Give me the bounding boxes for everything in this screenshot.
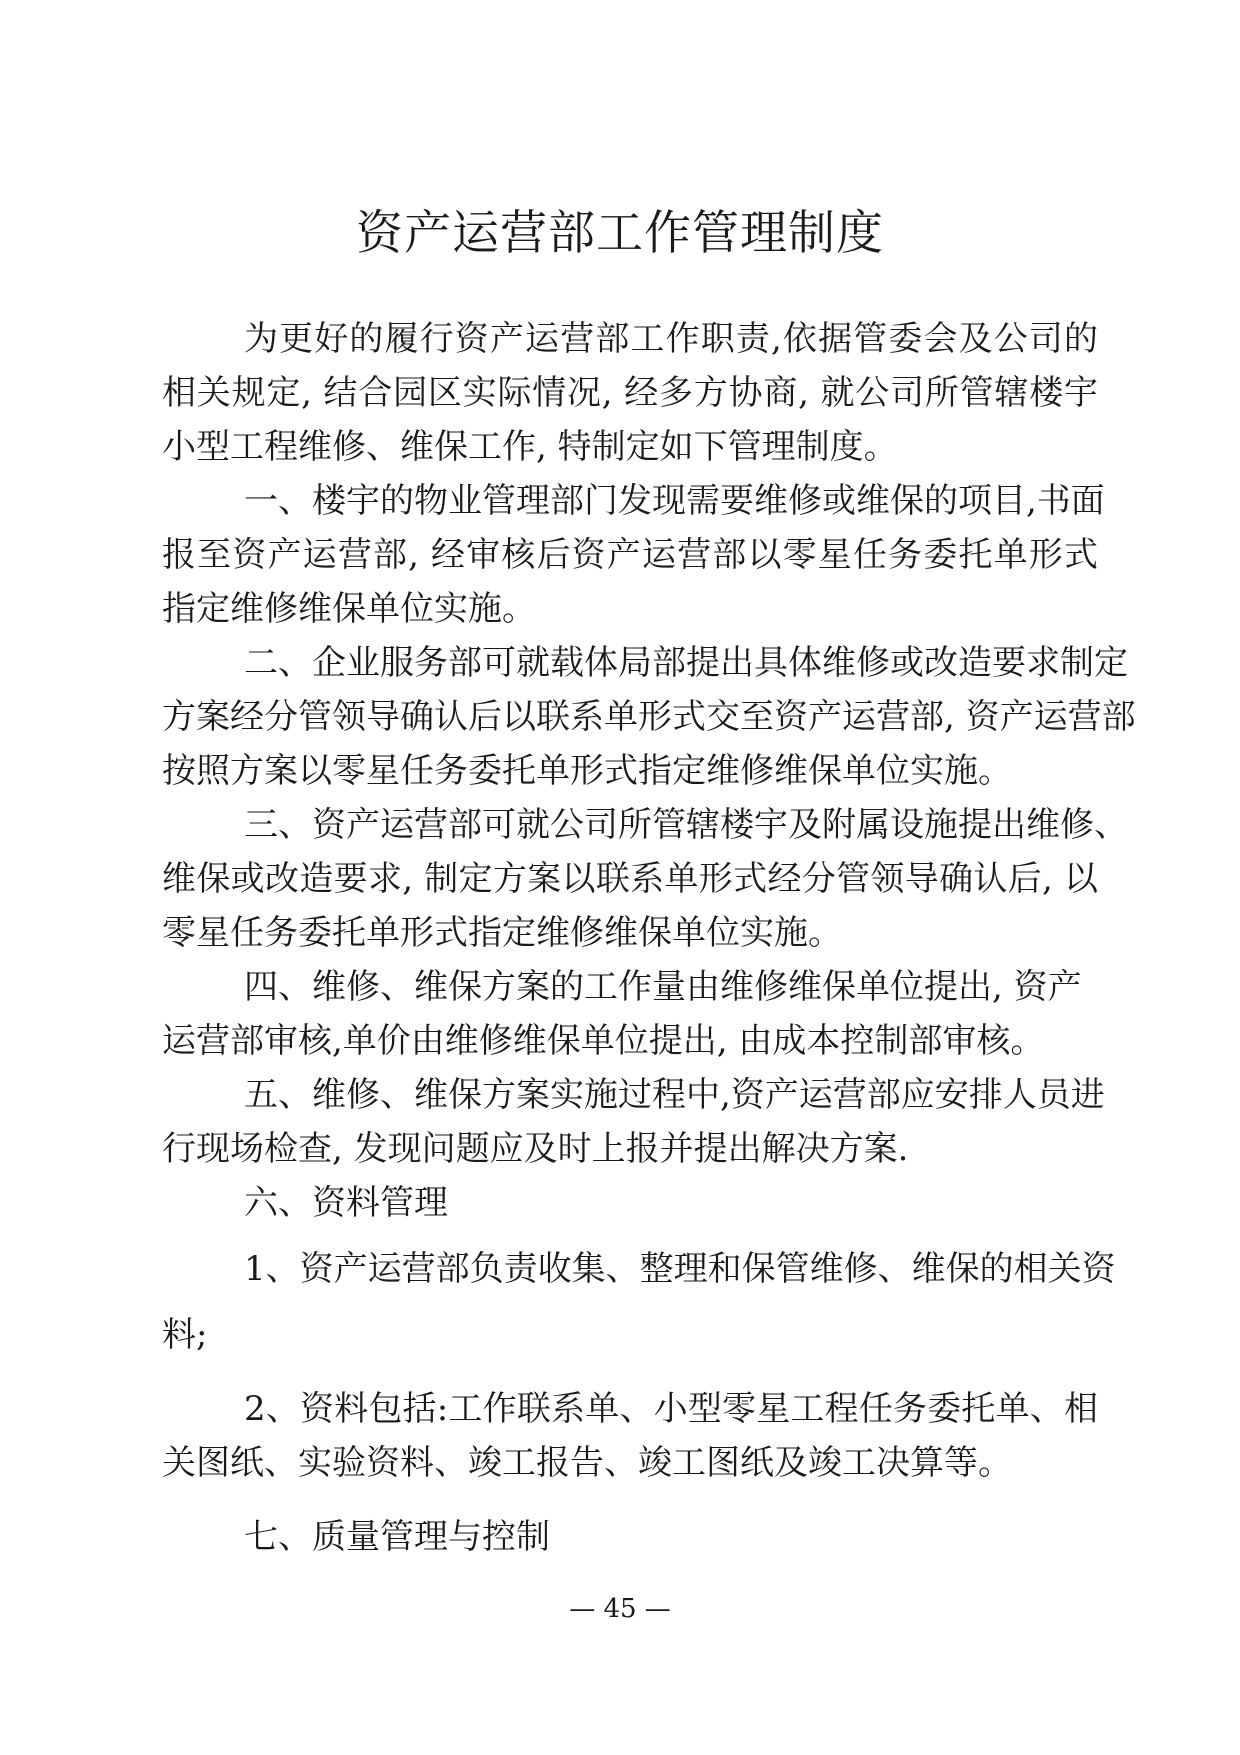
clause-3-line-2: 维保或改造要求, 制定方案以联系单形式经分管领导确认后, 以 [162, 859, 1098, 899]
clause-2-line-2: 方案经分管领导确认后以联系单形式交至资产运营部, 资产运营部 [162, 697, 1136, 737]
document-title: 资产运营部工作管理制度 [356, 206, 884, 261]
clause-5-line-1: 五、维修、维保方案实施过程中,资产运营部应安排人员进 [244, 1075, 1105, 1115]
page-number: — 45 — [569, 1594, 671, 1624]
intro-line-2: 相关规定, 结合园区实际情况, 经多方协商, 就公司所管辖楼宇 [162, 373, 1098, 413]
clause-5-line-2: 行现场检查, 发现问题应及时上报并提出解决方案. [162, 1129, 909, 1169]
clause-4-line-2: 运营部审核,单价由维修维保单位提出, 由成本控制部审核。 [162, 1021, 1045, 1061]
clause-6-item-1-line-1: 1、资产运营部负责收集、整理和保管维修、维保的相关资 [244, 1249, 1116, 1289]
clause-7-heading: 七、质量管理与控制 [244, 1517, 550, 1557]
clause-6-item-1-line-2: 料; [162, 1315, 208, 1355]
clause-2-line-1: 二、企业服务部可就载体局部提出具体维修或改造要求制定 [244, 643, 1128, 683]
clause-1-line-3: 指定维修维保单位实施。 [162, 589, 536, 629]
clause-6-item-2-line-1: 2、资料包括:工作联系单、小型零星工程任务委托单、相 [244, 1389, 1098, 1429]
spacer [162, 1230, 1098, 1242]
clause-6-heading: 六、资料管理 [244, 1183, 448, 1223]
spacer [162, 1490, 1098, 1510]
spacer [162, 1362, 1098, 1382]
clause-3-line-3: 零星任务委托单形式指定维修维保单位实施。 [162, 913, 842, 953]
clause-2-line-3: 按照方案以零星任务委托单形式指定维修维保单位实施。 [162, 751, 1012, 791]
document-body [162, 312, 1136, 1564]
clause-3-line-1: 三、资产运营部可就公司所管辖楼宇及附属设施提出维修、 [244, 805, 1128, 845]
spacer [162, 1296, 1098, 1308]
clause-1-line-1: 一、楼宇的物业管理部门发现需要维修或维保的项目,书面 [244, 481, 1105, 521]
clause-1-line-2: 报至资产运营部, 经审核后资产运营部以零星任务委托单形式 [162, 535, 1098, 575]
clause-4-line-1: 四、维修、维保方案的工作量由维修维保单位提出, 资产 [244, 967, 1082, 1007]
clause-6-item-2-line-2: 关图纸、实验资料、竣工报告、竣工图纸及竣工决算等。 [162, 1443, 1012, 1483]
intro-line-3: 小型工程维修、维保工作, 特制定如下管理制度。 [162, 427, 898, 467]
intro-line-1: 为更好的履行资产运营部工作职责,依据管委会及公司的 [244, 319, 1098, 359]
